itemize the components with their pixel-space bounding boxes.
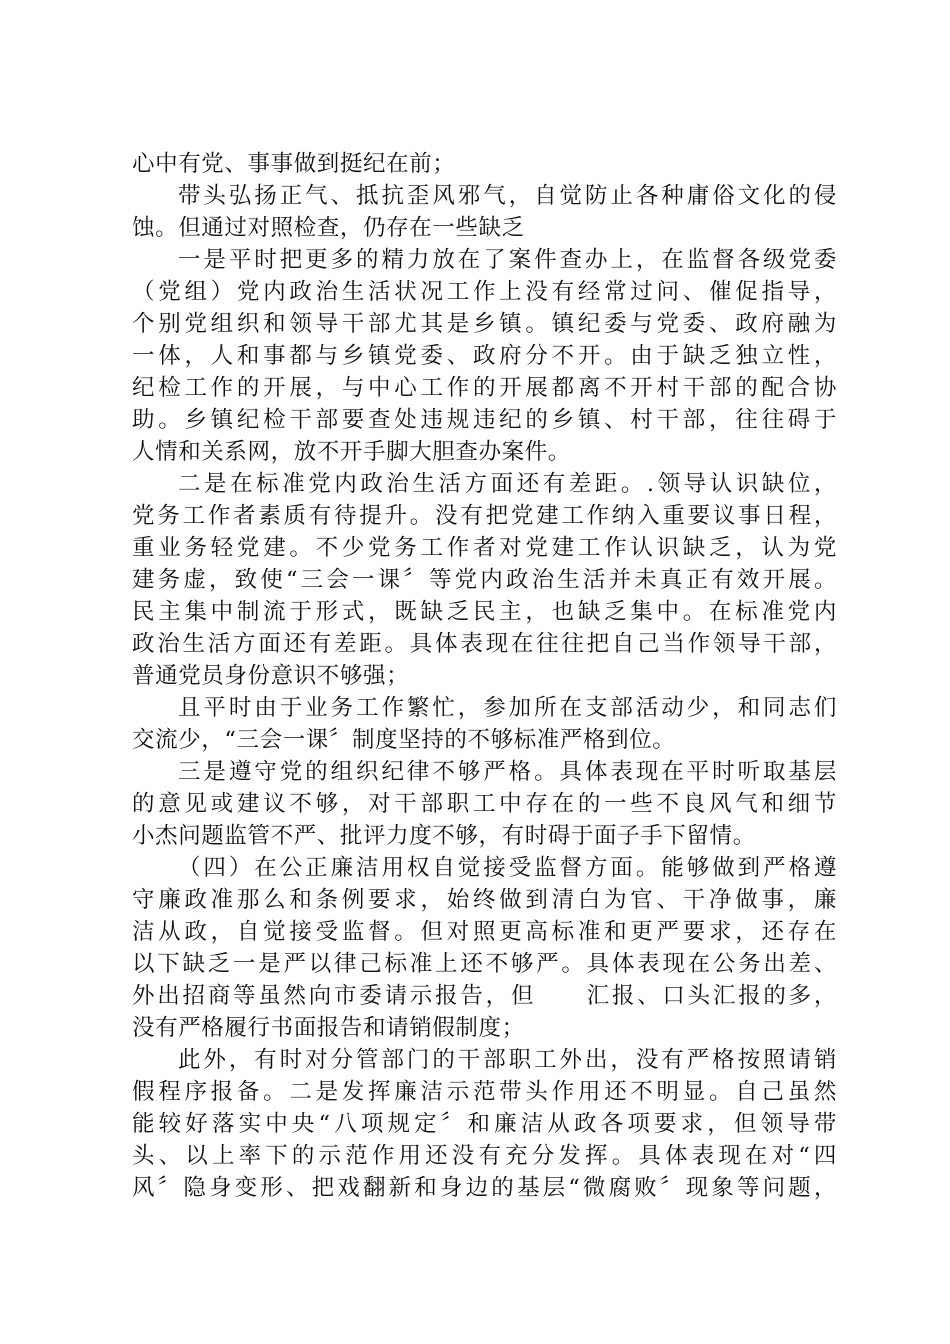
text-line: 假程序报备。二是发挥廉洁示范带头作用还不明显。自己虽然	[132, 1079, 837, 1105]
document-page	[132, 148, 837, 1204]
text-line: 此外，有时对分管部门的干部职工外出，没有严格按照请销	[178, 1047, 837, 1073]
text-line: 政治生活方面还有差距。具体表现在往往把自己当作领导干部，	[132, 631, 837, 657]
text-line: 的意见或建议不够，对干部职工中存在的一些不良风气和细节	[132, 791, 837, 817]
text-line: 二是在标准党内政治生活方面还有差距。.领导认识缺位，	[178, 471, 837, 497]
text-line: 没有严格履行书面报告和请销假制度；	[132, 1015, 525, 1041]
text-line: 带头弘扬正气、抵抗歪风邪气，自觉防止各种庸俗文化的侵	[178, 183, 837, 209]
text-line: 助。乡镇纪检干部要查处违规违纪的乡镇、村干部，往往碍于	[132, 407, 837, 433]
text-line: 且平时由于业务工作繁忙，参加所在支部活动少，和同志们	[178, 695, 837, 721]
text-line: 重业务轻党建。不少党务工作者对党建工作认识缺乏，认为党	[132, 535, 837, 561]
text-line: 洁从政，自觉接受监督。但对照更高标准和更严要求，还存在	[132, 919, 837, 945]
text-line: 建务虚，致使“三会一课〞等党内政治生活并未真正有效开展。	[132, 567, 837, 593]
text-line: 三是遵守党的组织纪律不够严格。具体表现在平时听取基层	[178, 759, 837, 785]
text-line: 党务工作者素质有待提升。没有把党建工作纳入重要议事日程，	[132, 503, 837, 529]
text-line: 一是平时把更多的精力放在了案件查办上，在监督各级党委	[178, 247, 837, 273]
text-line: 人情和关系网，放不开手脚大胆查办案件。	[132, 439, 571, 465]
text-line: 以下缺乏一是严以律己标准上还不够严。具体表现在公务出差、	[132, 951, 837, 977]
text-line: 守廉政准那么和条例要求，始终做到清白为官、干净做事，廉	[132, 887, 837, 913]
text-line: （党组）党内政治生活状况工作上没有经常过问、催促指导，	[132, 279, 837, 305]
text-line: 风〞隐身变形、把戏翻新和身边的基层“微腐败〞现象等问题，	[132, 1175, 837, 1201]
text-line: 蚀。但通过对照检查，仍存在一些缺乏	[132, 215, 525, 241]
text-line: 一体，人和事都与乡镇党委、政府分不开。由于缺乏独立性，	[132, 343, 837, 369]
text-line: （四）在公正廉洁用权自觉接受监督方面。能够做到严格遵	[178, 855, 837, 881]
text-line: 民主集中制流于形式，既缺乏民主，也缺乏集中。在标准党内	[132, 599, 837, 625]
text-line: 心中有党、事事做到挺纪在前；	[132, 151, 456, 177]
text-line: 普通党员身份意识不够强；	[132, 663, 410, 689]
text-line: 头、以上率下的示范作用还没有充分发挥。具体表现在对“四	[132, 1143, 837, 1169]
text-line: 交流少，“三会一课〞制度坚持的不够标准严格到位。	[132, 727, 676, 753]
text-line: 个别党组织和领导干部尤其是乡镇。镇纪委与党委、政府融为	[132, 311, 837, 337]
text-line: 小杰问题监管不严、批评力度不够，有时碍于面子手下留情。	[132, 823, 756, 849]
text-line: 纪检工作的开展，与中心工作的开展都离不开村干部的配合协	[132, 375, 837, 401]
text-line: 能较好落实中央“八项规定〞和廉洁从政各项要求，但领导带	[132, 1111, 837, 1137]
text-line: 外出招商等虽然向市委请示报告，但 汇报、口头汇报的多，	[132, 983, 837, 1009]
